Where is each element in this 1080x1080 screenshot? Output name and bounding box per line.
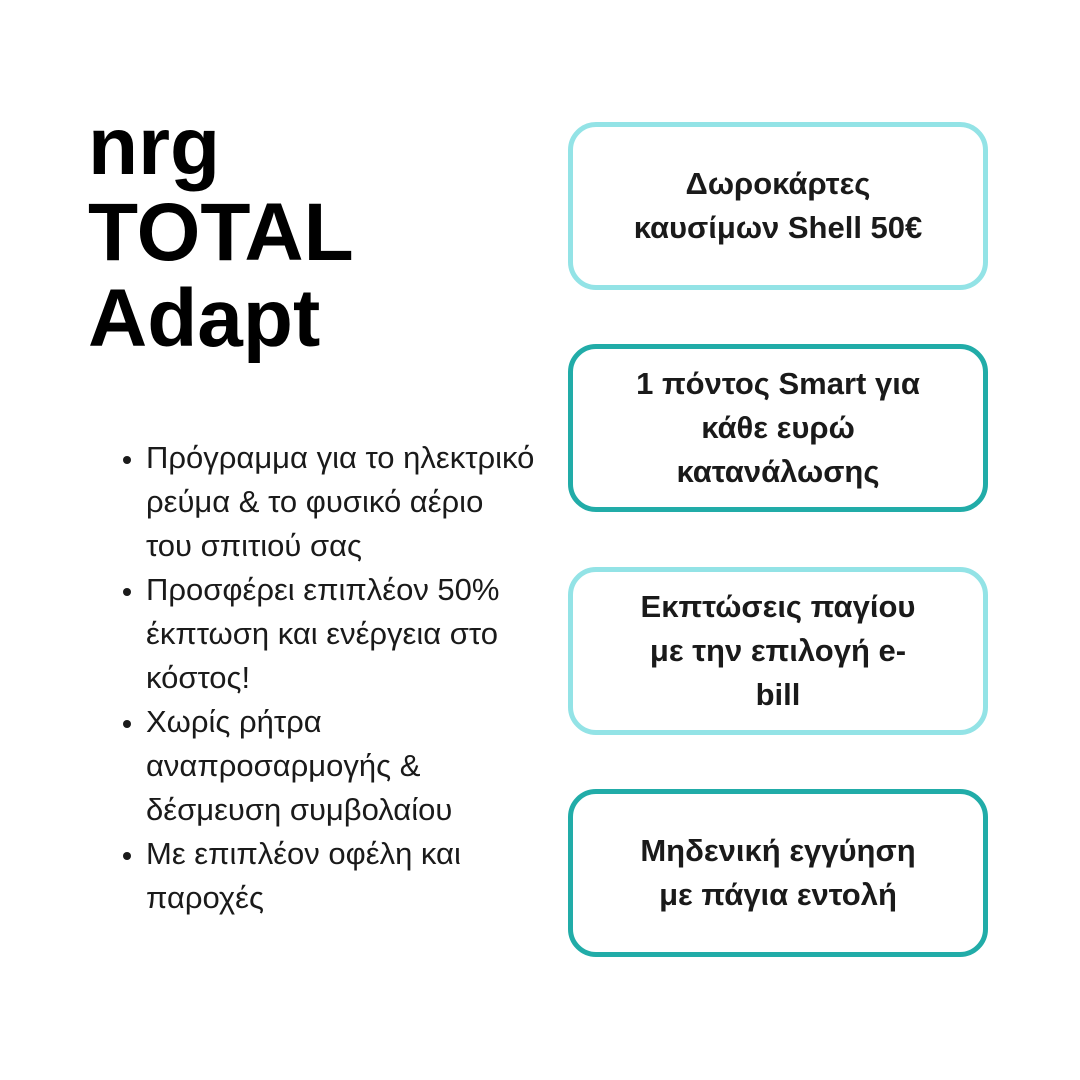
- benefit-card-smart-points: [568, 344, 988, 512]
- benefit-card-line: με την επιλογή e-: [649, 633, 907, 668]
- benefit-card-line: bill: [755, 677, 801, 712]
- benefit-card-fuel-giftcards: [568, 122, 988, 290]
- page-title: [88, 101, 528, 364]
- benefit-card-zero-deposit: [568, 789, 988, 957]
- benefit-card-line: κάθε ευρώ: [701, 410, 855, 445]
- benefit-card-text: [640, 829, 915, 917]
- title-line-total: TOTAL: [88, 187, 354, 278]
- feature-item-benefits: • Με επιπλέον οφέλη και παροχές: [146, 832, 536, 920]
- benefit-card-line: κατανάλωσης: [676, 454, 880, 489]
- benefit-card-line: 1 πόντος Smart για: [636, 366, 920, 401]
- benefit-card-text: [636, 362, 920, 494]
- feature-list: [112, 436, 536, 920]
- feature-item-no-clause: • Χωρίς ρήτρα αναπροσαρμογής & δέσμευση συμβολαίου: [146, 700, 536, 832]
- title-line-nrg: nrg: [88, 101, 221, 192]
- benefit-card-text: [641, 585, 916, 717]
- benefit-card-line: Μηδενική εγγύηση: [640, 833, 916, 868]
- benefit-card-line: Δωροκάρτες: [685, 166, 871, 201]
- benefit-card-text: [634, 162, 923, 250]
- benefit-card-ebill-discount: [568, 567, 988, 735]
- title-line-adapt: Adapt: [88, 273, 321, 364]
- feature-item-program: • Πρόγραμμα για το ηλεκτρικό ρεύμα & το φυσικό αέριο του σπιτιού σας: [146, 436, 536, 568]
- benefit-card-line: καυσίμων Shell 50€: [633, 210, 923, 245]
- benefit-card-line: με πάγια εντολή: [659, 877, 897, 912]
- benefit-card-line: Εκπτώσεις παγίου: [640, 589, 916, 624]
- feature-item-discount: • Προσφέρει επιπλέον 50% έκπτωση και ενέργεια στο κόστος!: [146, 568, 536, 700]
